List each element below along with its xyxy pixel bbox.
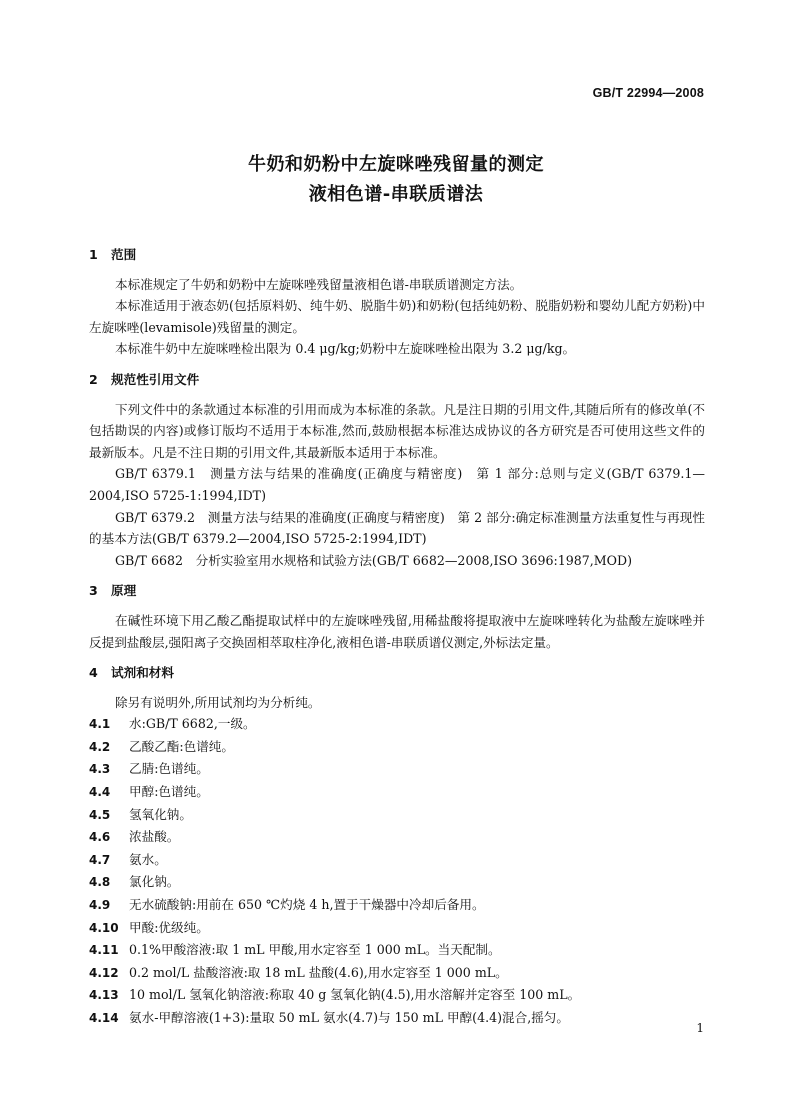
title-line-1: 牛奶和奶粉中左旋咪唑残留量的测定 <box>248 154 544 175</box>
list-item <box>89 713 705 736</box>
section-title: 原理 <box>111 583 137 599</box>
item-number: 4.10 <box>89 920 119 935</box>
list-item <box>89 984 705 1007</box>
paragraph: 本标准适用于液态奶(包括原料奶、纯牛奶、脱脂牛奶)和奶粉(包括纯奶粉、脱脂奶粉和婴幼儿配方奶粉)中左旋咪唑(levamisole)残留量的测定。 <box>89 298 705 335</box>
list-item <box>89 849 705 872</box>
item-text: 乙腈:色谱纯。 <box>129 761 209 777</box>
reference-entry: GB/T 6379.2 测量方法与结果的准确度(正确度与精密度) 第 2 部分:确定标准测量方法重复性与再现性的基本方法(GB/T 6379.2—2004,ISO 5725-2:1994,IDT) <box>89 509 705 547</box>
section-number: 2 <box>89 371 98 387</box>
document-body <box>89 244 705 1030</box>
paragraph: 本标准牛奶中左旋咪唑检出限为 0.4 μg/kg;奶粉中左旋咪唑检出限为 3.2 μg/kg。 <box>115 341 576 357</box>
item-text: 甲醇:色谱纯。 <box>129 784 209 800</box>
list-item <box>89 736 705 759</box>
item-number: 4.14 <box>89 1011 119 1025</box>
item-number: 4.7 <box>89 852 111 867</box>
paragraph: 下列文件中的条款通过本标准的引用而成为本标准的条款。凡是注日期的引用文件,其随后所有的修改单(不包括勘误的内容)或修订版均不适用于本标准,然而,鼓励根据本标准达成协议的各方研究是否可使用这些文件的最新版本。凡是不注日期的引用文件,其最新版本适用于本标准。 <box>89 401 705 460</box>
list-item <box>89 758 705 781</box>
list-item <box>89 939 705 962</box>
list-item <box>89 917 705 940</box>
item-number: 4.1 <box>89 717 111 732</box>
item-number: 4.8 <box>89 875 111 890</box>
item-text: 氨水-甲醇溶液(1+3):量取 50 mL 氨水(4.7)与 150 mL 甲醇(4.4)混合,摇匀。 <box>129 1010 569 1025</box>
reference-entry: GB/T 6682 分析实验室用水规格和试验方法(GB/T 6682—2008,ISO 3696:1987,MOD) <box>115 552 632 568</box>
item-text: 0.1%甲酸溶液:取 1 mL 甲酸,用水定容至 1 000 mL。当天配制。 <box>129 942 501 958</box>
standard-code: GB/T 22994—2008 <box>592 86 704 100</box>
item-text: 0.2 mol/L 盐酸溶液:取 18 mL 盐酸(4.6),用水定容至 1 000 mL。 <box>129 964 508 980</box>
list-item <box>89 1007 705 1030</box>
item-number: 4.5 <box>89 807 111 822</box>
item-number: 4.9 <box>89 898 111 913</box>
title-line-2: 液相色谱-串联质谱法 <box>308 184 484 205</box>
item-number: 4.2 <box>89 739 111 754</box>
section-title: 规范性引用文件 <box>111 371 200 387</box>
item-text: 浓盐酸。 <box>129 829 180 845</box>
item-text: 甲酸:优级纯。 <box>129 919 209 935</box>
section-heading-principle <box>89 580 705 602</box>
reference-entry: GB/T 6379.1 测量方法与结果的准确度(正确度与精密度) 第 1 部分:总则与定义(GB/T 6379.1—2004,ISO 5725-1:1994,IDT) <box>89 466 705 503</box>
item-number: 4.4 <box>89 785 111 800</box>
item-text: 10 mol/L 氢氧化钠溶液:称取 40 g 氢氧化钠(4.5),用水溶解并定容至 100 mL。 <box>129 987 581 1003</box>
list-item <box>89 781 705 804</box>
section-title: 试剂和材料 <box>111 665 174 681</box>
item-text: 氯化钠。 <box>129 874 180 890</box>
item-text: 氢氧化钠。 <box>129 806 192 822</box>
list-item <box>89 804 705 827</box>
item-number: 4.12 <box>89 965 119 980</box>
list-item <box>89 962 705 985</box>
item-text: 无水硫酸钠:用前在 650 ℃灼烧 4 h,置于干燥器中冷却后备用。 <box>129 897 485 913</box>
item-number: 4.3 <box>89 762 111 777</box>
document-title <box>0 150 792 210</box>
item-number: 4.6 <box>89 830 111 845</box>
section-number: 3 <box>89 583 98 599</box>
section-heading-normative-references <box>89 369 705 391</box>
paragraph: 在碱性环境下用乙酸乙酯提取试样中的左旋咪唑残留,用稀盐酸将提取液中左旋咪唑转化为盐酸左旋咪唑并反提到盐酸层,强阳离子交换固相萃取柱净化,液相色谱-串联质谱仪测定,外标法定量。 <box>89 612 705 650</box>
list-item <box>89 871 705 894</box>
item-number: 4.11 <box>89 943 119 958</box>
section-heading-reagents <box>89 662 705 684</box>
item-text: 水:GB/T 6682,一级。 <box>129 716 256 732</box>
page-number: 1 <box>696 1021 704 1035</box>
section-number: 4 <box>89 665 98 681</box>
paragraph: 本标准规定了牛奶和奶粉中左旋咪唑残留量液相色谱-串联质谱测定方法。 <box>115 276 523 292</box>
list-item <box>89 894 705 917</box>
item-number: 4.13 <box>89 988 119 1003</box>
item-text: 乙酸乙酯:色谱纯。 <box>129 738 234 754</box>
list-item <box>89 826 705 849</box>
paragraph: 除另有说明外,所用试剂均为分析纯。 <box>115 694 321 710</box>
item-text: 氨水。 <box>129 851 167 867</box>
section-number: 1 <box>89 247 98 262</box>
section-title: 范围 <box>111 247 137 262</box>
section-heading-scope <box>89 244 705 266</box>
